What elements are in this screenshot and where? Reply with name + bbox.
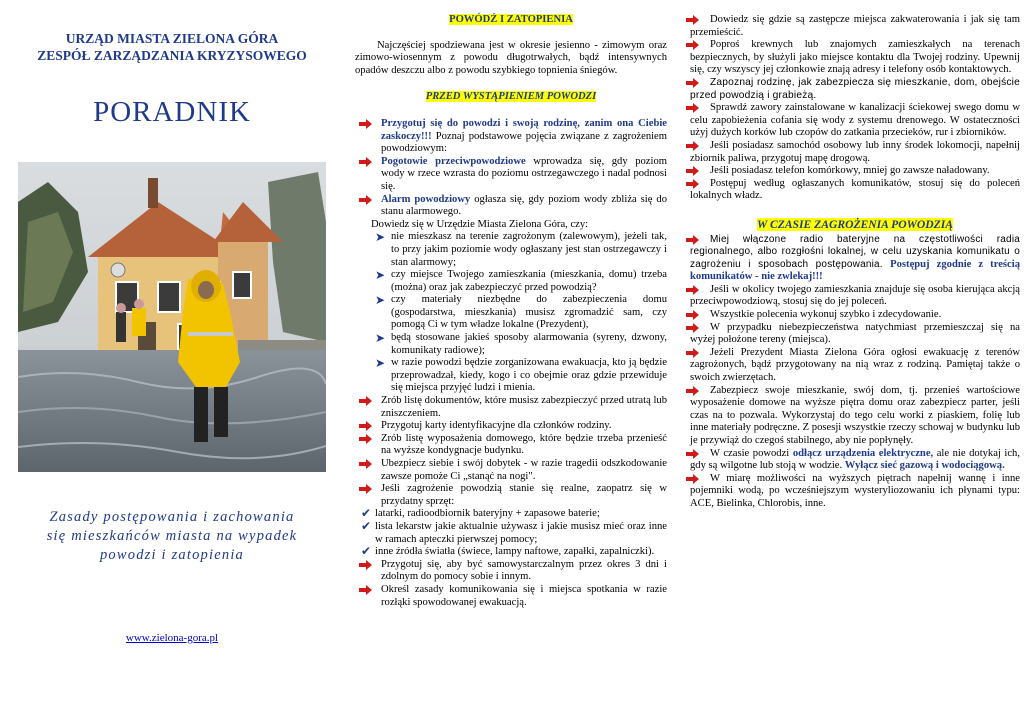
flood-photo-illustration [18, 162, 326, 472]
checkmark-icon: ✔ [361, 506, 372, 521]
red-arrow-icon [359, 434, 372, 444]
chevron-right-icon: ➤ [375, 356, 386, 371]
checklist-item: ✔ inne źródła światła (świece, lampy naftowe, zapałki, zapalniczki). [361, 544, 655, 559]
paragraph: Postępuj według ogłaszanych komunikatów, stosuj się do poleceń lokalnych władz. [690, 178, 1020, 203]
list-item: ➤ czy materiały niezbędne do zabezpieczenia domu (gospodarstwa, mieszkania) musisz zgromadzić sam, czy pomogą Ci w tym władze lokalne (Prezydent), [375, 293, 667, 331]
red-arrow-icon [686, 15, 699, 25]
red-arrow-icon [686, 166, 699, 176]
red-arrow-icon [686, 103, 699, 113]
red-arrow-icon [686, 449, 699, 459]
checklist-item: ✔ lista lekarstw jakie aktualnie używasz i jakie musisz mieć oraz inne w ramach apteczki pierwszej pomocy; [361, 518, 667, 545]
paragraph: Wszystkie polecenia wykonuj szybko i zdecydowanie. [690, 309, 1020, 322]
list-item: Ubezpiecz siebie i swój dobytek - w razie tragedii odszkodowanie zawsze pomoże Ci „stanąć na nogi". [355, 458, 667, 483]
column-before-flood [355, 0, 667, 609]
paragraph: Poproś krewnych lub znajomych zamieszkałych na terenach bezpiecznych, by służyli jako miejsce kontaktu dla Twojej rodziny. Upewnij się, czy wszyscy jej członkowie znają adresy i telefony osób kontaktowych. [690, 39, 1020, 77]
website-link-wrapper [14, 632, 330, 644]
red-arrow-icon [686, 235, 699, 245]
red-arrow-icon [686, 323, 699, 333]
paragraph: W czasie powodzi odłącz urządzenia elektryczne, ale nie dotykaj ich, gdy są wilgotne lub stoją w wodzie. Wyłącz sieć gazową i wodociągową. [690, 448, 1020, 473]
red-arrow-icon [359, 421, 372, 431]
intro-paragraph: Najczęściej spodziewana jest w okresie jesienno - zimowym oraz zimowo-wiosennym z powodu długotrwałych, bądź intensywnych opadów deszczu albo z powodu szybkiego topnienia śniegów. [355, 39, 667, 76]
red-arrow-icon [686, 348, 699, 358]
list-item: Jeśli zagrożenie powodzią stanie się realne, zaopatrz się w przydatny sprzęt: [355, 483, 667, 508]
section-heading-during: W CZASIE ZAGROŻENIA POWODZIĄ [757, 217, 953, 231]
paragraph: Zapoznaj rodzinę, jak zabezpiecza się mieszkanie, dom, obejście przed powodzią i grabieżą. [690, 77, 1020, 102]
list-item: Zrób listę wyposażenia domowego, które będzie trzeba przenieść na wyższe kondygnacje budynku. [355, 433, 667, 458]
website-link[interactable]: www.zielona-gora.pl [125, 632, 219, 644]
paragraph: Zabezpiecz swoje mieszkanie, swój dom, tj. przenieś wartościowe wyposażenie domowe na wyższe piętra domu oraz zabezpiecz parter, jeśli czas na to pozwala. Wykorzystaj do tego celu worki z piaskiem, folię lub inne materiały podręczne. Z posesji wszystkie rzeczy schowaj w budynku lub je przywiąż do czegoś stabilnego, aby nie popłynęły. [690, 385, 1020, 448]
list-item: Przygotuj się, aby być samowystarczalnym przez okres 3 dni i zdolnym do pomocy sobie i innym. [355, 559, 667, 584]
list-item: Zrób listę dokumentów, które musisz zabezpieczyć przed utratą lub zniszczeniem. [355, 395, 667, 420]
red-arrow-icon [359, 157, 372, 167]
list-item: Alarm powodziowy ogłasza się, gdy poziom wody zbliża się do stanu alarmowego. [355, 194, 667, 219]
subtitle: Zasady postępowania i zachowania się mieszkańców miasta na wypadek powodzi i zatopienia [46, 509, 298, 563]
paragraph: Jeśli posiadasz telefon komórkowy, mniej go zawsze naładowany. [690, 165, 1020, 178]
organization-name: URZĄD MIASTA ZIELONA GÓRA ZESPÓŁ ZARZĄDZANIA KRYZYSOWEGO [37, 31, 307, 63]
red-arrow-icon [359, 484, 372, 494]
red-arrow-icon [359, 396, 372, 406]
chevron-right-icon: ➤ [375, 268, 386, 283]
red-arrow-icon [359, 459, 372, 469]
paragraph: W miarę możliwości na wyższych piętrach napełnij wannę i inne pojemniki wodą, po wcześniejszym wysteryliozowaniu ich płynami typu: ACE, Bielinka, Chlorobis, inne. [690, 473, 1020, 511]
red-arrow-icon [686, 78, 699, 88]
red-arrow-icon [686, 141, 699, 151]
red-arrow-icon [686, 386, 699, 396]
red-arrow-icon [686, 310, 699, 320]
checkmark-icon: ✔ [361, 518, 372, 533]
red-arrow-icon [686, 179, 699, 189]
red-arrow-icon [359, 119, 372, 129]
red-arrow-icon [686, 474, 699, 484]
chevron-right-icon: ➤ [375, 230, 386, 245]
paragraph: Jeśli w okolicy twojego zamieszkania znajduje się osoba kierująca akcją przeciwpowodziową, stosuj się do jej poleceń. [690, 284, 1020, 309]
column-during-flood [690, 0, 1020, 511]
paragraph: W przypadku niebezpieczeństwa natychmiast przemieszczaj się na wyżej położone tereny (miejsca). [690, 322, 1020, 347]
list-item: ➤ będą stosowane jakieś sposoby alarmowania (syreny, dzwony, komunikaty radiowe); [375, 331, 667, 356]
checklist-item: ✔ latarki, radioodbiornik bateryjny + zapasowe baterie; [361, 506, 600, 521]
list-item: Pogotowie przeciwpowodziowe wprowadza się, gdy poziom wody w rzece wzrasta do poziomu ostrzegawczego i nadal podnosi się. [355, 156, 667, 194]
list-item: Przygotuj karty identyfikacyjne dla członków rodziny. [355, 420, 667, 433]
cover-panel [14, 0, 330, 725]
page-title: PORADNIK [93, 96, 251, 128]
paragraph: Miej włączone radio bateryjne na częstotliwości radia regionalnego, albo rozgłośni lokalnej, w celu uzyskania komunikatu o zagrożeniu i sposobach postępowania. Postępuj zgodnie z treścią komunikatów - nie zwlekaj!!! [690, 234, 1020, 284]
red-arrow-icon [686, 285, 699, 295]
red-arrow-icon [359, 195, 372, 205]
chevron-right-icon: ➤ [375, 293, 386, 308]
checkmark-icon: ✔ [361, 544, 372, 559]
list-item: Przygotuj się do powodzi i swoją rodzinę, zanim ona Ciebie zaskoczy!!! Poznaj podstawowe pojęcia związane z zagrożeniem powodziowym: [355, 118, 667, 156]
red-arrow-icon [359, 560, 372, 570]
section-heading-before: PRZED WYSTĄPIENIEM POWODZI [425, 91, 597, 103]
ask-paragraph: Dowiedz się w Urzędzie Miasta Zielona Góra, czy: [371, 218, 589, 230]
chevron-right-icon: ➤ [375, 331, 386, 346]
paragraph: Jeśli posiadasz samochód osobowy lub inny środek lokomocji, napełnij zbiornik paliwa, przygotuj mapę drogową. [690, 140, 1020, 165]
list-item: Określ zasady komunikowania się i miejsca spotkania w razie rozłąki spowodowanej ewakuacją. [355, 584, 667, 609]
list-item: ➤ nie mieszkasz na terenie zagrożonym (zalewowym), jeżeli tak, to przy jakim poziomie wody ogłaszany jest stan ostrzegawczy i stan alarmowy; [375, 230, 667, 268]
red-arrow-icon [359, 585, 372, 595]
list-item: ➤ czy miejsce Twojego zamieszkania (mieszkania, domu) trzeba (można) oraz jak zabezpieczyć przed powodzią? [375, 268, 667, 293]
paragraph: Jeżeli Prezydent Miasta Zielona Góra ogłosi ewakuację z terenów zagrożonych, bądź przygotowany na nią wraz z rodziną. Pamiętaj także o swoich zwierzętach. [690, 347, 1020, 385]
list-item: ➤ w razie powodzi będzie zorganizowana ewakuacja, kto ją będzie przeprowadzał, kiedy, kogo i co obejmie oraz gdzie przewiduje się miejsca przyjęć ludzi i mienia. [375, 356, 667, 394]
red-arrow-icon [686, 40, 699, 50]
paragraph: Sprawdź zawory zainstalowane w kanalizacji ściekowej swego domu w celu zapobieżenia cofania się wody z systemu drenowego. W ostateczności użyj dużych korków lub czopów do zatkania przecieków, rur i zbiorników. [690, 102, 1020, 140]
flood-photo [18, 162, 326, 472]
section-heading-flood: POWÓDŹ I ZATOPIENIA [449, 14, 573, 25]
paragraph: Dowiedz się gdzie są zastępcze miejsca zakwaterowania i jak się tam przemieścić. [690, 14, 1020, 39]
